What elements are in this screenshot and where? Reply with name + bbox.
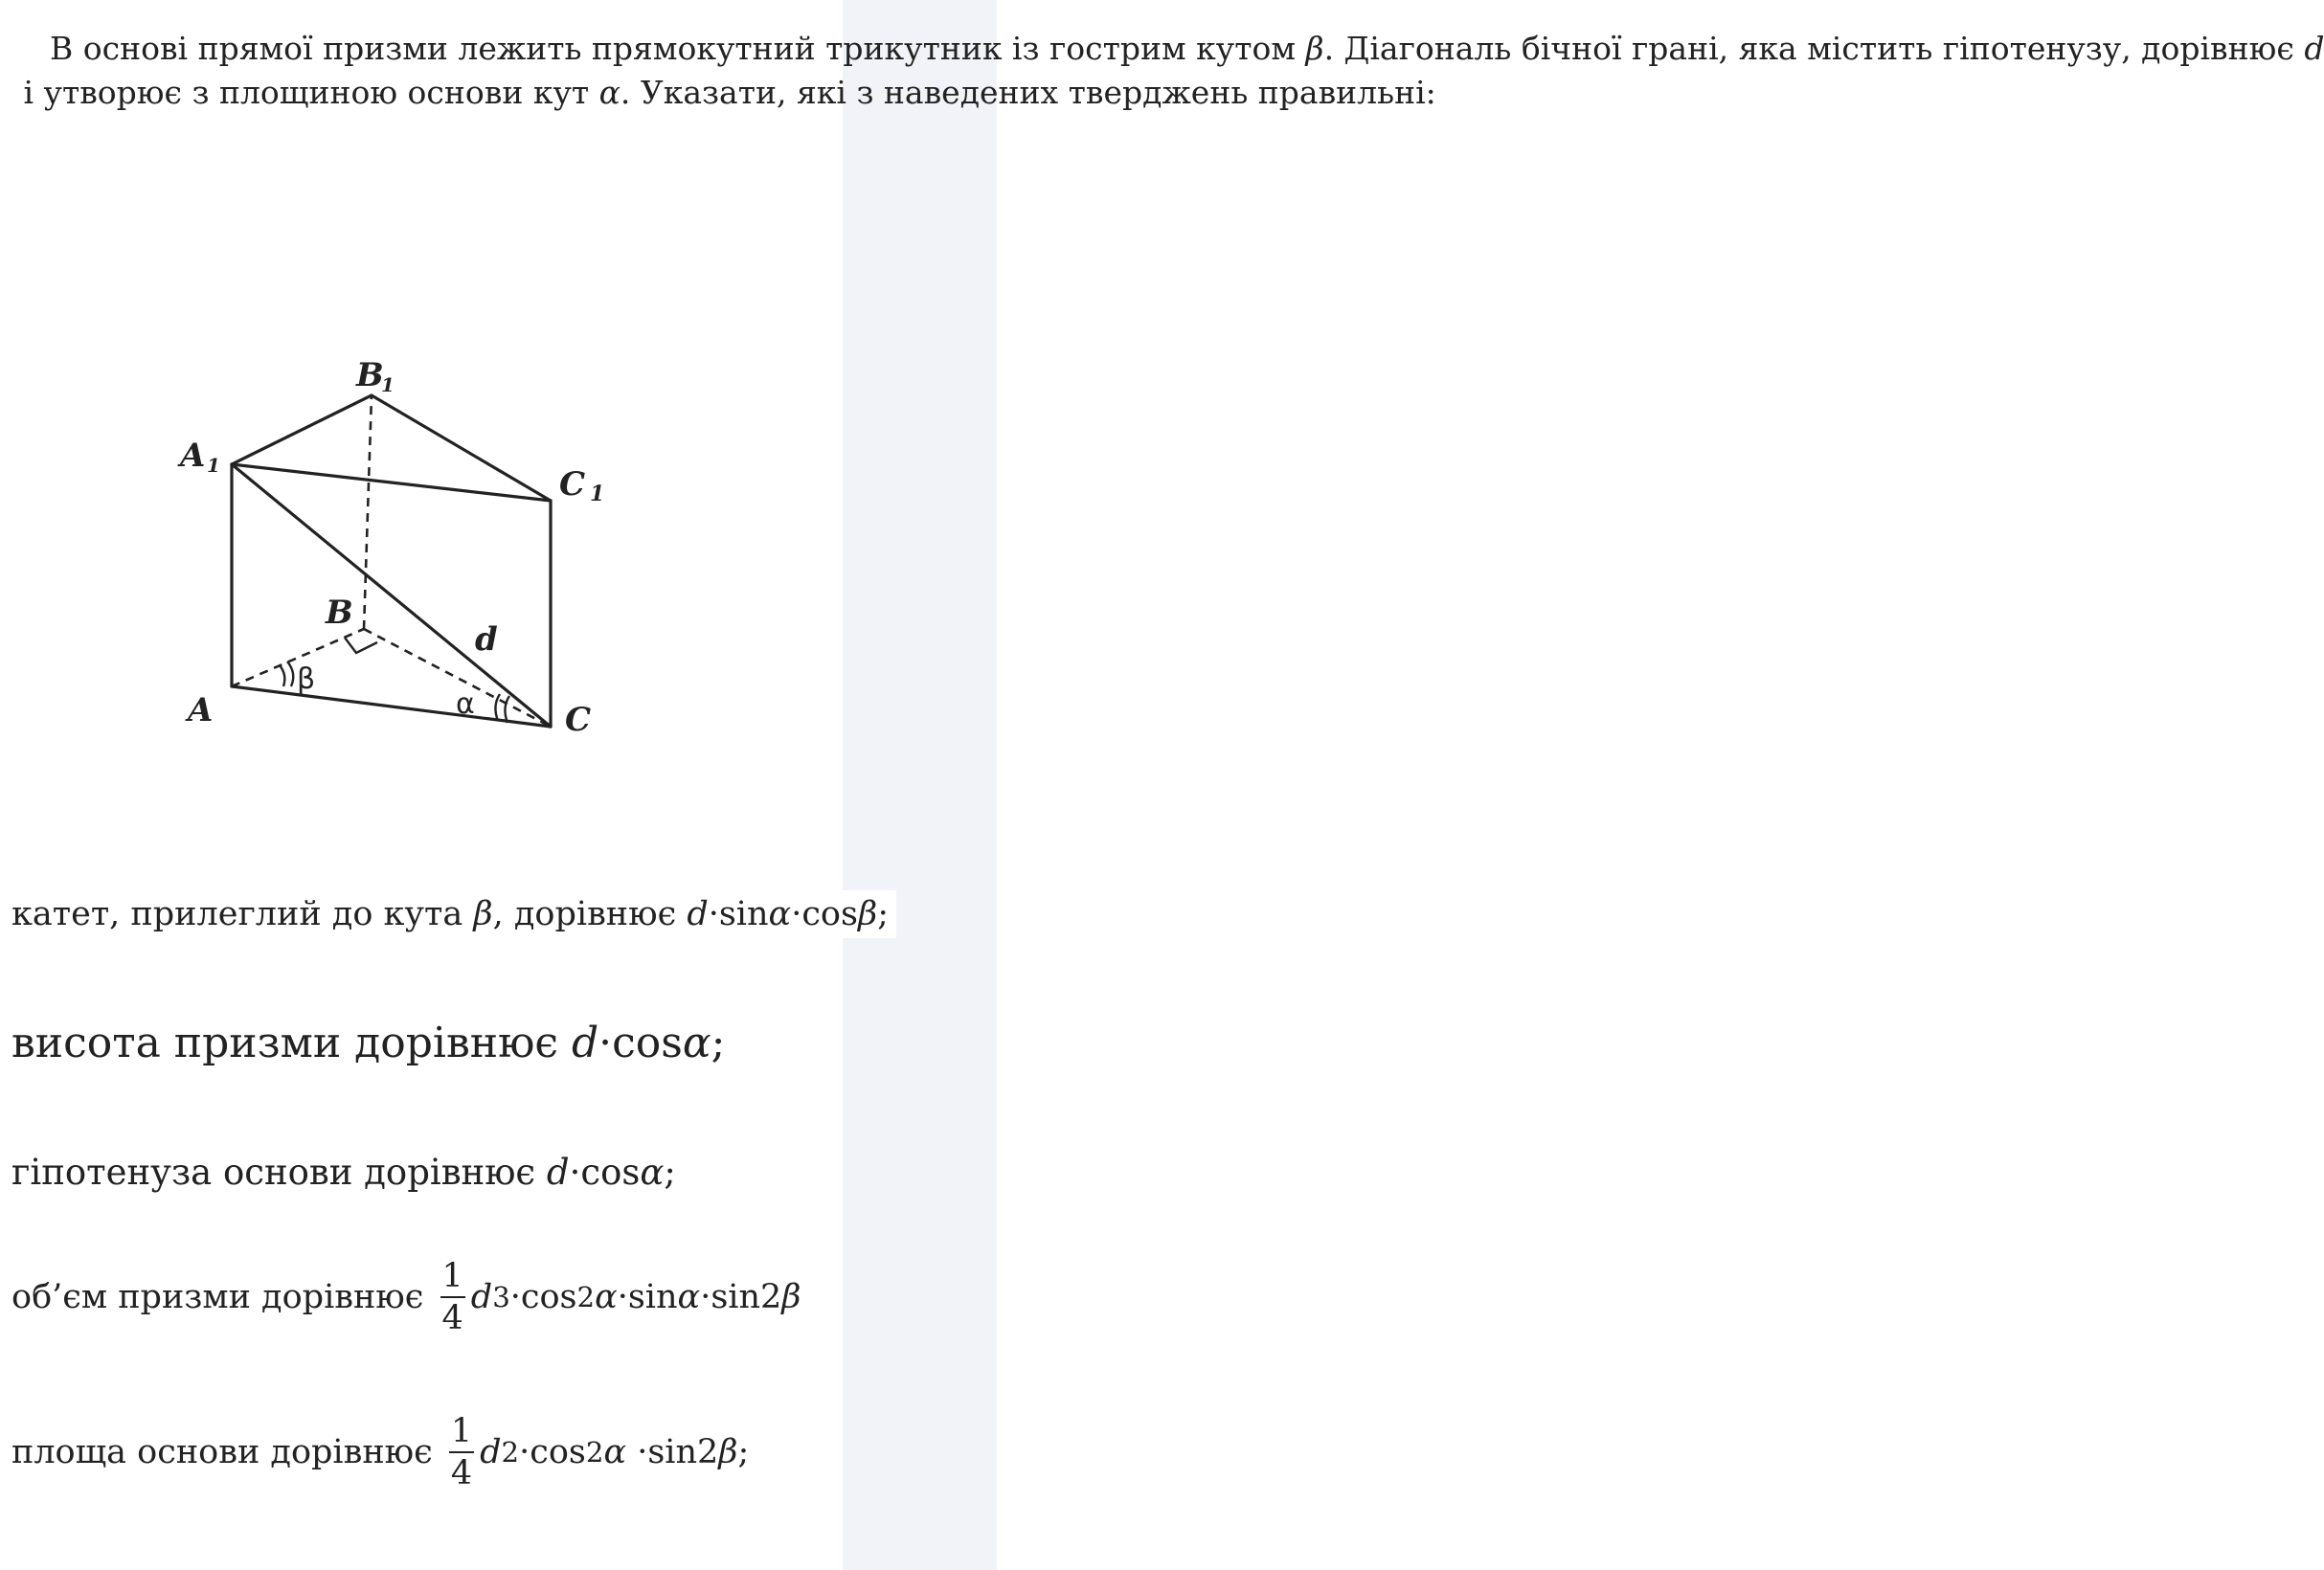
statement-3-prefix: гіпотенуза основи дорівнює [11,1152,547,1193]
label-a: A [188,691,214,729]
d-symbol: d [687,895,709,933]
fraction-denominator: 4 [450,1454,473,1492]
beta-symbol: β [718,1433,738,1471]
label-beta: β [297,662,316,696]
statement-4 [11,1245,809,1350]
label-b1: B [356,356,384,394]
formula-part: ·sin2 [700,1278,782,1316]
beta-arc-2 [287,662,293,686]
formula-part: ·cos [598,1019,683,1067]
alpha-symbol: α [677,1278,701,1316]
label-c: C [565,701,592,739]
formula-part: ·sin [617,1278,678,1316]
alpha-symbol: α [598,74,620,111]
label-a1-sub: 1 [207,454,220,477]
beta-symbol: β [1305,30,1324,67]
statement-1 [11,890,896,938]
edge-a1-c1 [232,464,551,501]
alpha-symbol: α [768,895,792,933]
beta-symbol: β [473,895,493,933]
problem-paragraph [13,27,2324,115]
formula-part: ·cos [791,895,858,933]
statement-2-prefix: висота призми дорівнює [11,1019,572,1067]
statement-5 [11,1400,756,1505]
d-symbol: d [480,1433,502,1471]
alpha-arc-1 [495,694,500,721]
alpha-arc-2 [505,696,509,723]
problem-text-1: В основі прямої призми лежить прямокутний трикутник із гострим кутом [50,30,1306,67]
problem-text-2: . Діагональ бічної грані, яка містить гіпотенузу, дорівнює [1323,30,2305,67]
statement-end: ; [877,895,889,933]
edge-b1-c1 [372,395,551,501]
edge-a-c [232,686,551,727]
alpha-symbol: α [595,1278,618,1316]
statement-5-prefix: площа основи дорівнює [11,1433,443,1471]
formula-part: ·sin2 [626,1433,719,1471]
side-strip [843,0,997,1570]
statement-2 [11,1015,733,1072]
power: 2 [585,1436,604,1469]
statement-4-prefix: об’єм призми дорівнює [11,1278,435,1316]
beta-arc-1 [280,665,284,686]
power: 2 [501,1436,520,1469]
label-c1-sub: 1 [590,482,605,506]
d-symbol: d [572,1019,599,1067]
power: 3 [492,1281,510,1313]
fraction [440,1256,465,1338]
formula-part: ·cos [569,1152,641,1193]
beta-symbol: β [781,1278,801,1316]
d-symbol: d [546,1152,570,1193]
d-symbol: d [470,1278,493,1316]
statement-end: ; [711,1019,726,1067]
fraction-numerator: 1 [440,1256,465,1298]
right-angle-mark [345,638,377,653]
label-a1: A [180,437,206,475]
alpha-symbol: α [682,1019,711,1067]
power: 2 [576,1281,596,1313]
hidden-edge-b-b1 [364,395,372,629]
problem-text-3: і утворює з площиною основи кут [13,74,599,111]
formula-part: ·cos [509,1278,577,1316]
statement-1-middle: , дорівнює [492,895,688,933]
d-symbol: d [2304,30,2324,67]
label-b: B [326,594,353,632]
formula-part: ·sin [708,895,769,933]
label-c1: C [559,465,586,504]
prism-figure [163,356,661,780]
fraction-denominator: 4 [441,1299,463,1337]
statement-end: ; [664,1152,676,1193]
prism-diagram [163,356,661,780]
label-b1-sub: 1 [381,373,395,396]
problem-statement [13,27,2324,115]
problem-text-4: . Указати, які з наведених тверджень правильні: [620,74,1436,111]
label-alpha: α [456,687,475,721]
formula-part: ·cos [519,1433,586,1471]
edge-a1-b1 [232,395,372,464]
statement-end: ; [737,1433,750,1471]
fraction [449,1411,474,1493]
label-d: d [475,620,498,659]
beta-symbol: β [857,895,878,933]
statement-3 [11,1147,684,1199]
statement-1-prefix: катет, прилеглий до кута [11,895,474,933]
alpha-symbol: α [603,1433,627,1471]
fraction-numerator: 1 [449,1411,474,1453]
alpha-symbol: α [640,1152,665,1193]
diagonal-a1-c [232,464,551,727]
